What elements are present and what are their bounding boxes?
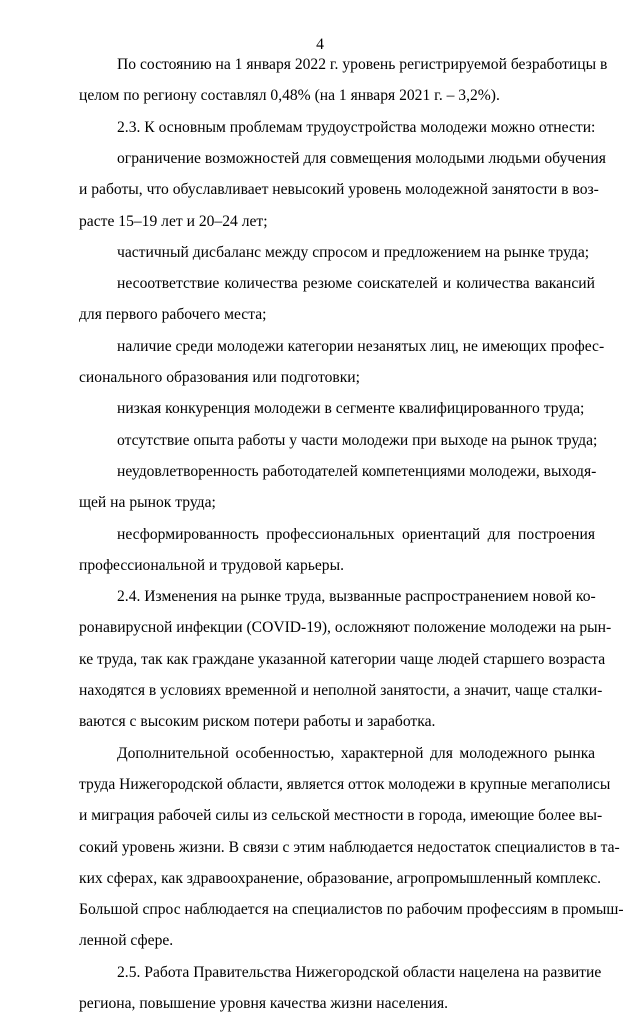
text-line: Дополнительной особенностью, характерной для молодежного рынка bbox=[117, 744, 595, 762]
text-line: для первого рабочего места; bbox=[79, 306, 267, 324]
text-line: ронавирусной инфекции (COVID-19), осложняют положение молодежи на рын- bbox=[79, 619, 612, 637]
text-line: ограничение возможностей для совмещения молодыми людьми обучения bbox=[117, 149, 606, 167]
text-line: частичный дисбаланс между спросом и предложением на рынке труда; bbox=[117, 243, 590, 261]
text-line: щей на рынок труда; bbox=[79, 494, 216, 512]
text-line: сионального образования или подготовки; bbox=[79, 369, 360, 386]
text-line: и работы, что обуславливает невысокий уровень молодежной занятости в воз- bbox=[79, 181, 599, 199]
text-line: и миграция рабочей силы из сельской местности в города, имеющие более вы- bbox=[79, 807, 603, 825]
text-line: расте 15–19 лет и 20–24 лет; bbox=[79, 212, 268, 230]
text-line: 2.5. Работа Правительства Нижегородской области нацелена на развитие bbox=[117, 963, 602, 981]
text-line: несформированность профессиональных ориентаций для построения bbox=[117, 525, 595, 543]
text-line: ких сферах, как здравоохранение, образование, агропромышленный комплекс. bbox=[79, 869, 602, 887]
text-line: труда Нижегородской области, является отток молодежи в крупные мегаполисы bbox=[79, 775, 611, 793]
text-line: 2.3. К основным проблемам трудоустройства молодежи можно отнести: bbox=[117, 118, 596, 136]
text-line: сокий уровень жизни. В связи с этим наблюдается недостаток специалистов в та- bbox=[79, 838, 620, 856]
text-line: наличие среди молодежи категории незанятых лиц, не имеющих профес- bbox=[117, 337, 605, 355]
text-line: ваются с высоким риском потери работы и заработка. bbox=[79, 713, 436, 731]
text-line: целом по региону составлял 0,48% (на 1 января 2021 г. – 3,2%). bbox=[79, 87, 500, 105]
text-line: профессиональной и трудовой карьеры. bbox=[79, 556, 344, 574]
text-line: региона, повышение уровня качества жизни населения. bbox=[79, 995, 449, 1012]
text-line: неудовлетворенность работодателей компетенциями молодежи, выходя- bbox=[117, 462, 597, 480]
text-line: ленной сфере. bbox=[79, 932, 174, 950]
text-line: несоответствие количества резюме соискателей и количества вакансий bbox=[117, 275, 595, 293]
text-line: отсутствие опыта работы у части молодежи при выходе на рынок труда; bbox=[117, 431, 598, 449]
text-line: низкая конкуренция молодежи в сегменте квалифицированного труда; bbox=[117, 400, 585, 418]
page-number: 4 bbox=[316, 36, 324, 53]
text-line: ке труда, так как граждане указанной категории чаще людей старшего возраста bbox=[79, 650, 606, 668]
text-line: находятся в условиях временной и неполной занятости, а значит, чаще сталки- bbox=[79, 682, 603, 699]
text-line: 2.4. Изменения на рынке труда, вызванные распространением новой ко- bbox=[117, 588, 596, 606]
text-line: По состоянию на 1 января 2022 г. уровень регистрируемой безработицы в bbox=[117, 56, 608, 73]
text-line: Большой спрос наблюдается на специалистов по рабочим профессиям в промыш- bbox=[79, 901, 624, 919]
